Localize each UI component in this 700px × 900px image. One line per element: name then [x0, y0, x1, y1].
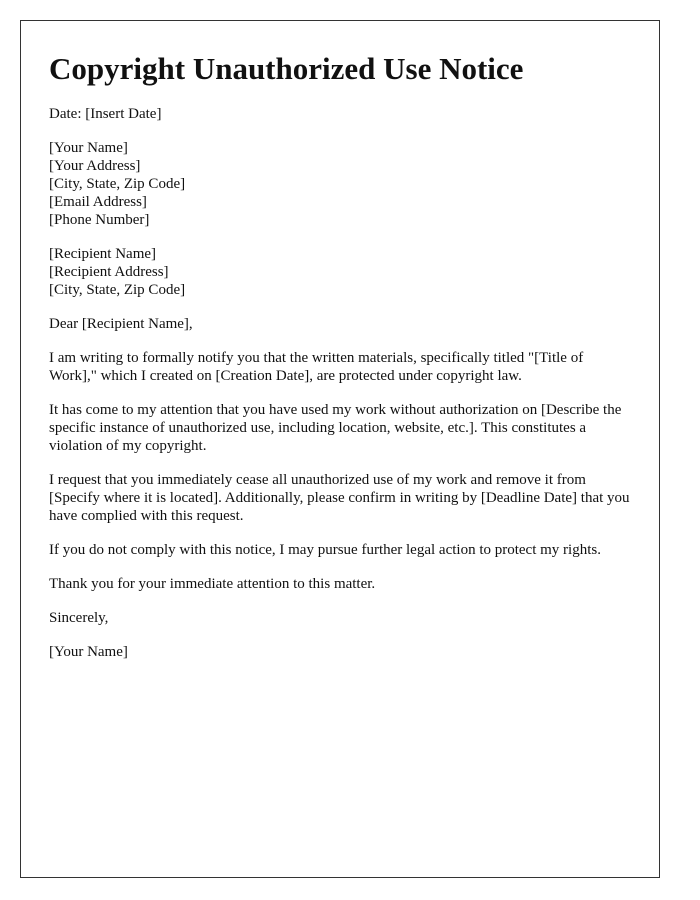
sender-phone: [Phone Number] [49, 212, 150, 228]
letter-page [20, 20, 660, 878]
sender-address: [Your Address] [49, 158, 141, 174]
sender-address-block [49, 139, 631, 229]
salutation: Dear [Recipient Name], [49, 316, 193, 332]
body-paragraph-warning: If you do not comply with this notice, I may pursue further legal action to protect my rights. [49, 542, 601, 558]
closing: Sincerely, [49, 610, 109, 626]
body-paragraph-violation: It has come to my attention that you have used my work without authorization on [Describe the specific instance of unauthorized use, including location, website, etc.]. This constitutes a violation of my copyright. [49, 402, 622, 454]
body-paragraph-request: I request that you immediately cease all unauthorized use of my work and remove it from [Specify where it is located]. Additionally, please confirm in writing by [Deadline Date] that you have complied with this request. [49, 472, 630, 524]
recipient-address: [Recipient Address] [49, 264, 169, 280]
sender-email: [Email Address] [49, 194, 147, 210]
body-paragraph-thanks: Thank you for your immediate attention to this matter. [49, 576, 376, 592]
signature: [Your Name] [49, 644, 128, 660]
date-line: Date: [Insert Date] [49, 106, 162, 122]
sender-city-state-zip: [City, State, Zip Code] [49, 176, 186, 192]
recipient-city-state-zip: [City, State, Zip Code] [49, 282, 186, 298]
recipient-name: [Recipient Name] [49, 246, 157, 262]
letter-title: Copyright Unauthorized Use Notice [49, 51, 524, 86]
sender-name: [Your Name] [49, 140, 128, 156]
recipient-address-block [49, 245, 631, 299]
body-paragraph-notification: I am writing to formally notify you that the written materials, specifically titled "[Title of Work]," which I created on [Creation Date], are protected under copyright law. [49, 350, 584, 384]
